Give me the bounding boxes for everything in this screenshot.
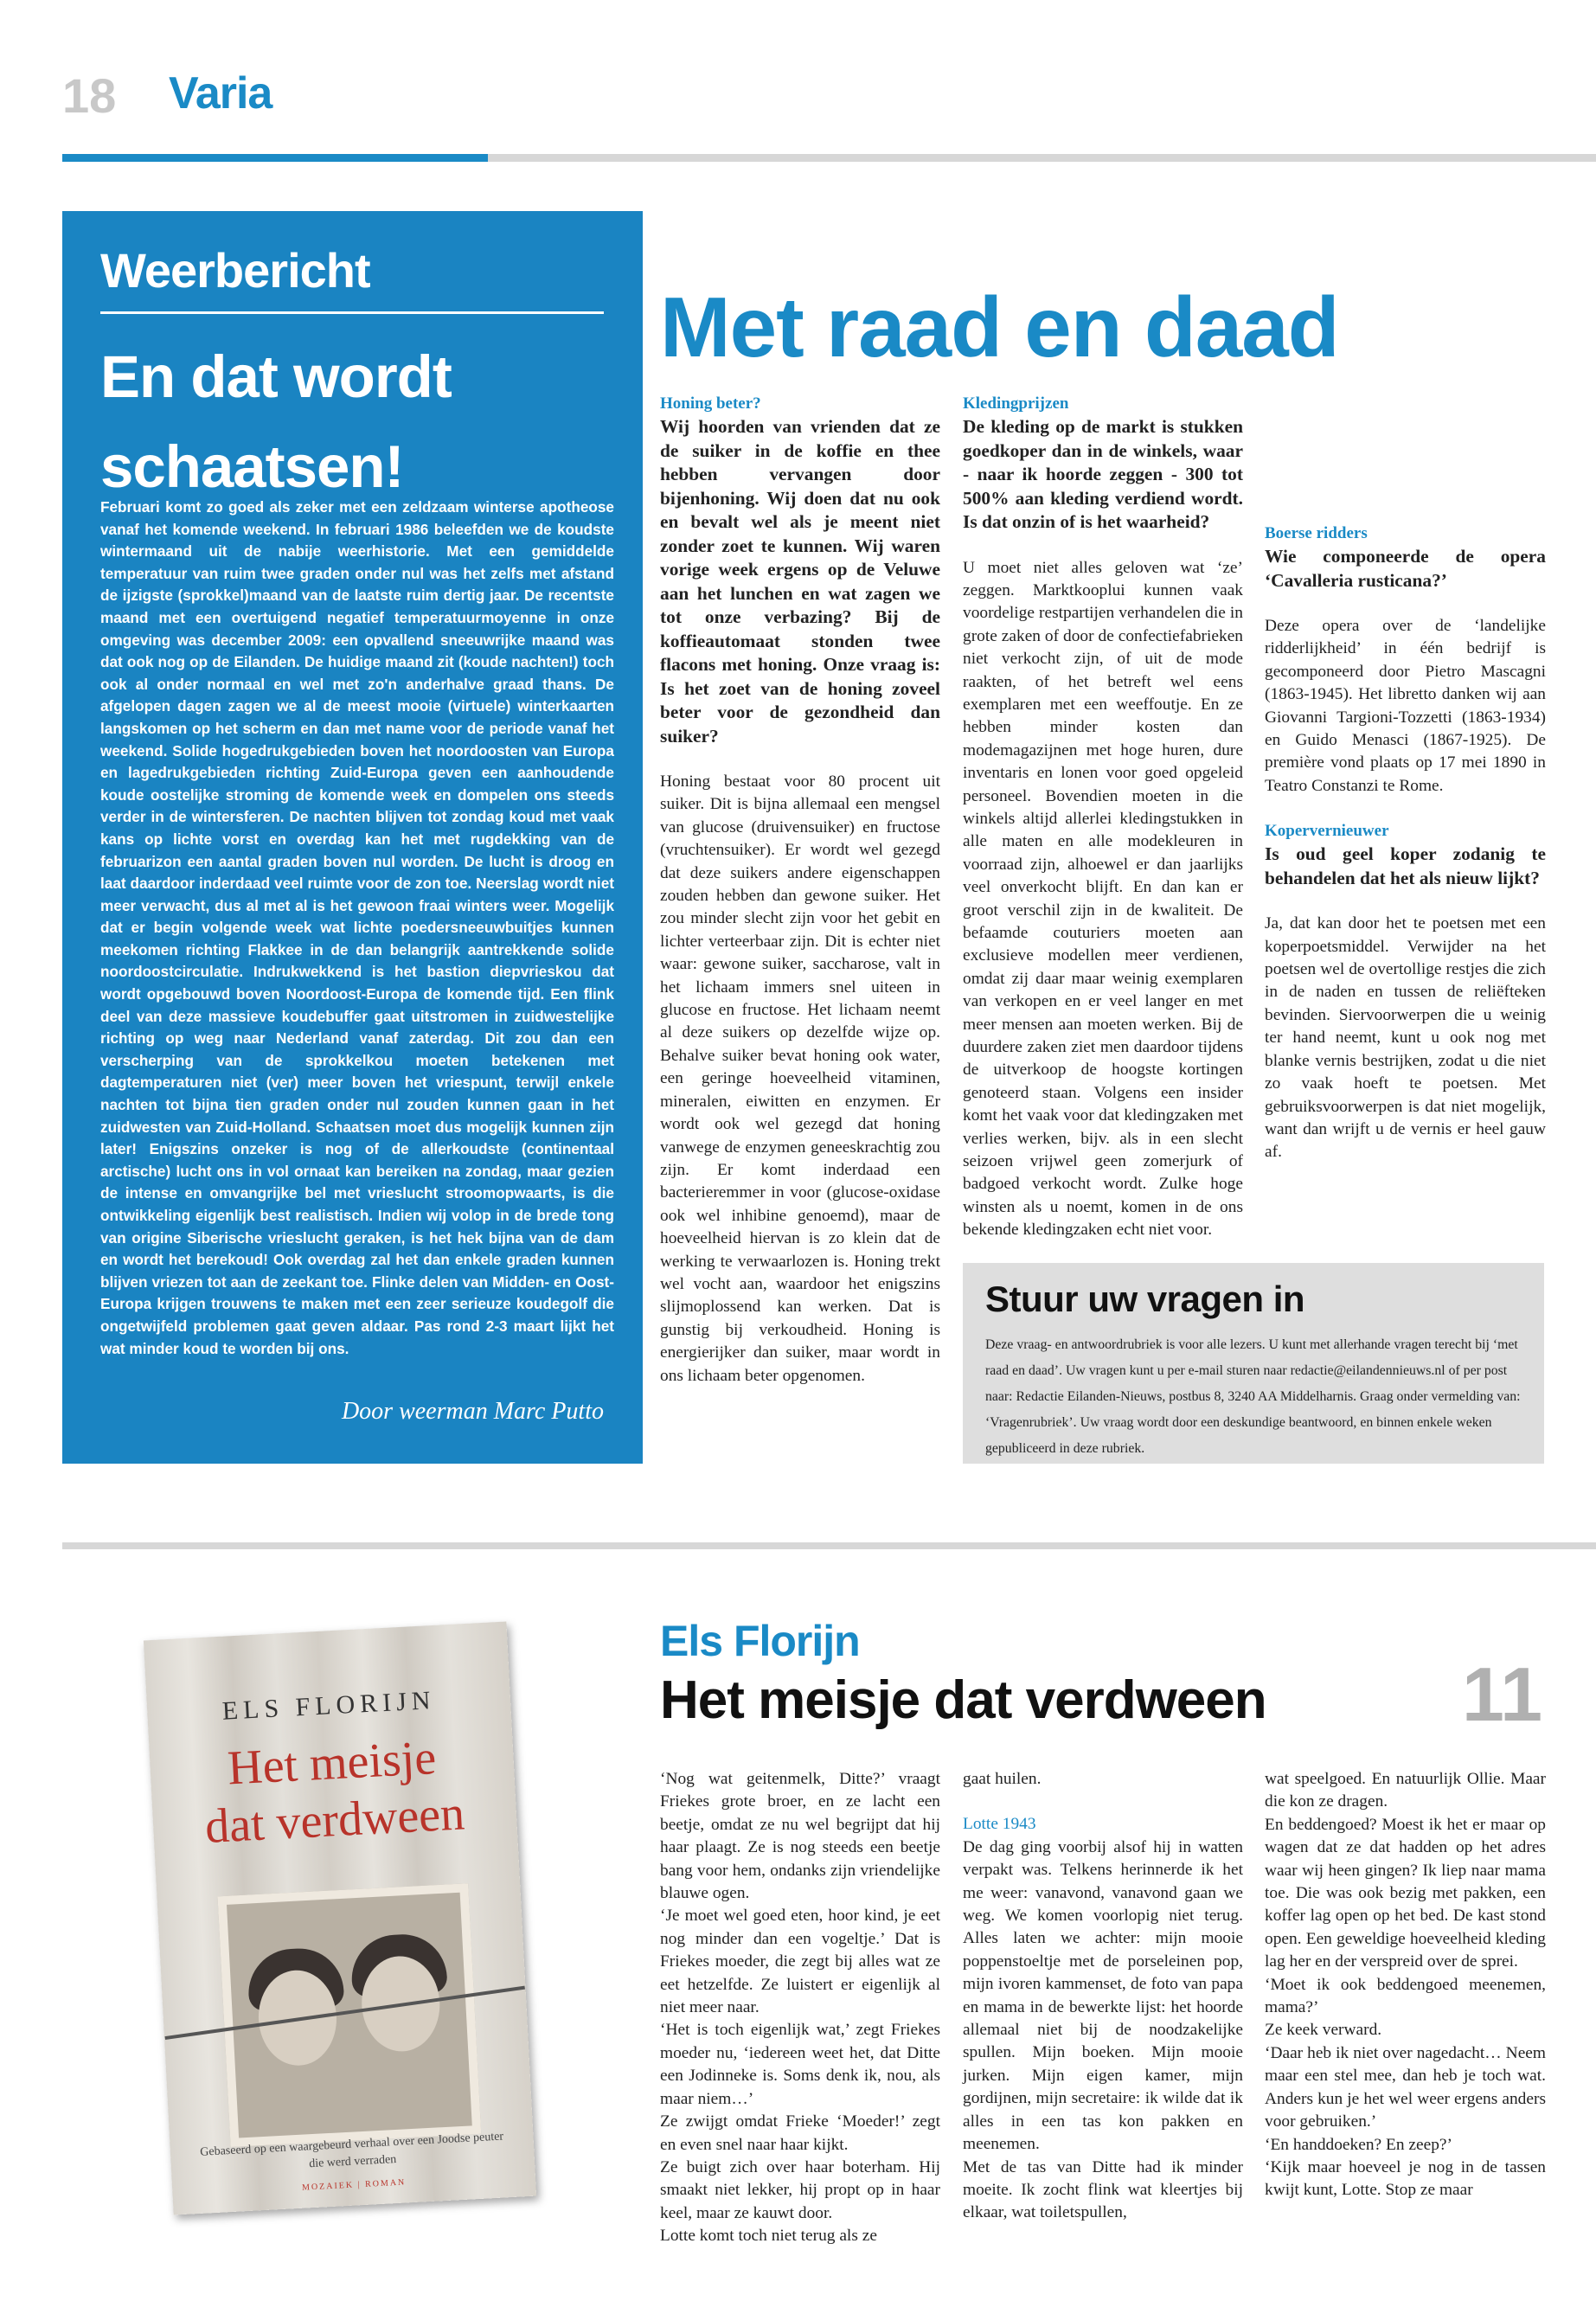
book-cover-title-line1: Het meisje [226, 1730, 438, 1796]
story-column-1 [660, 1768, 940, 2248]
story-paragraph: En beddengoed? Moest ik het er maar op wagen dat ze dat hadden op het adres waar wij heen gingen? Ik liep naar mama toe. Die was ook bezig met pakken, een koffer lag open op het bed. De kast stond open. Een geweldige hoeveelheid kleding lag her en der verspreid over de sprei. [1265, 1815, 1546, 1971]
book-cover-publisher: MOZAIEK | ROMAN [301, 2177, 407, 2193]
book-cover-author: ELS FLORIJN [221, 1685, 437, 1726]
qa-answer: U moet niet alles geloven wat ‘ze’ zeggen. Marktkooplui kunnen vaak voordelige restpartijen verhandelen die in grote zaken of door de confectiefabrieken niet verkocht zijn, of uit de mode raakten, of het betreft wel eens exemplaren met een weeffoutje. En ze hebben minder kosten dan modemagazijnen met hoge huren, dure inventaris en lonen voor goed opgeleid personeel. Bovendien moeten in die winkels altijd allerlei kledingstukken in alle maten en alle modekleuren in voorraad zijn, alhoewel er dan jaarlijks veel onverkocht blijft. En dan kan er groot verschil zijn in de kwaliteit. De befaamde couturiers moeten aan exclusieve modellen meer verdienen, omdat zij daar maar weinig exemplaren van verkopen en er veel langer en met meer mensen aan moeten werken. Bij de duurdere zaken ziet men daardoor tijdens de uitverkoop de hoogste kortingen genoteerd staan. Volgens een insider komt het vaak voor dat kledingzaken met verlies werken, bijv. als in een slecht seizoen vrijwel geen zomerjurk of badgoed verkocht wordt. Zulke hoge winsten als u noemt, komen in de ons bekende kledingzaken echt niet voor. [963, 558, 1243, 1240]
weather-box [62, 211, 643, 1464]
submit-text: Deze vraag- en antwoordrubriek is voor alle lezers. U kunt met allerhande vragen terecht bij ‘met raad en daad’. Uw vragen kunt u per e-mail sturen naar redactie@eilandennieuws.nl of per post naar: Redactie Eilanden-Nieuws, postbus 8, 3240 AA Middelharnis. Graag onder vermelding van: ‘Vragenrubriek’. Uw vraag wordt door een deskundige beantwoord, en binnen enkele weken gepubliceerd in deze rubriek. [985, 1337, 1521, 1456]
serial-episode-number: 11 [1462, 1651, 1543, 1737]
qa-question: Is oud geel koper zodanig te behandelen dat het als nieuw lijkt? [1265, 843, 1546, 888]
section-divider [62, 1542, 1596, 1549]
qa-column-3 [1265, 393, 1546, 1164]
story-paragraph: ‘Moet ik ook beddengoed meenemen, mama?’ [1265, 1975, 1546, 2017]
serial-title: Het meisje dat verdween [660, 1670, 1266, 1730]
book-cover-image [144, 1621, 536, 2214]
story-paragraph: gaat huilen. [963, 1770, 1042, 1788]
book-cover-subtitle: Gebaseerd op een waargebeurd verhaal over een Joodse peuter die werd verraden [199, 2130, 504, 2171]
qa-category: Honing beter? [660, 394, 761, 413]
story-paragraph: ‘Daar heb ik niet over nagedacht… Neem maar een stel mee, dan heb je toch wat. Anders kun je het wel weer ergens anders voor gebruiken.’ [1265, 2043, 1546, 2131]
qa-column-1 [660, 393, 940, 1388]
story-paragraph: Ze buigt zich over haar boterham. Hij smaakt niet lekker, hij propt op in haar keel, maar ze kauwt door. [660, 2157, 940, 2222]
weather-label: Weerbericht [100, 243, 370, 298]
qa-answer: Ja, dat kan door het te poetsen met een koperpoetsmiddel. Verwijder na het poetsen wel de overtollige restjes die zich in de naden en tussen de reliëfteken bevinden. Siervoorwerpen die u weinig ter hand neemt, kunt u ook nog met blanke vernis bestrijken, zodat u die niet zo vaak hoeft te poetsen. Met gebruiksvoorwerpen is dat niet mogelijk, want dan wrijft u de vernis er heel gauw af. [1265, 914, 1546, 1162]
header-rule [488, 154, 1596, 162]
story-paragraph: Ze zwijgt omdat Frieke ‘Moeder!’ zegt en even snel naar haar kijkt. [660, 2112, 940, 2154]
story-paragraph: Met de tas van Ditte had ik minder moeite. Ik zocht flink wat kleertjes bij elkaar, wat toiletspullen, [963, 2157, 1243, 2222]
story-column-2 [963, 1768, 1243, 2225]
page-number: 18 [62, 68, 117, 123]
story-paragraph: ‘Je moet wel goed eten, hoor kind, je eet nog minder dan een vogeltje.’ Dat is Friekes moeder, die zegt bij alles wat ze eet hetzelfde. Ze luistert er eigenlijk al niet meer naar. [660, 1907, 940, 2017]
weather-author: Door weerman Marc Putto [341, 1398, 604, 1425]
qa-question: Wij hoorden van vrienden dat ze de suiker in de koffie en thee hebben vervangen door bijenhoning. Wij doen dat nu ook en bevalt wel als je meent niet zonder zoet te kunnen. Wij waren vorige week ergens op de Veluwe aan het lunchen en wat zagen we tot onze verbazing? Bij de koffieautomaat stonden twee flacons met honing. Onze vraag is: Is het zoet van de honing zoveel beter voor de gezondheid dan suiker? [660, 416, 940, 747]
book-cover-photo [217, 1883, 481, 2147]
story-paragraph: Lotte komt toch niet terug als ze [660, 2227, 877, 2246]
header-rule-accent [62, 154, 488, 162]
story-paragraph: wat speelgoed. En natuurlijk Ollie. Maar die kon ze dragen. [1265, 1770, 1546, 1811]
story-paragraph: De dag ging voorbij alsof hij in watten verpakt was. Telkens herinnerde ik het me weer: vanavond, vanavond gaan we weg. We komen voorlopig niet terug. Alles laten we achter: mijn mooie poppenstoeltje met de porseleinen pop, mijn ivoren kammenset, de foto van papa en mama in de bewerkte lijst: het hoorde allemaal niet bij de noodzakelijke spullen. Mijn boeken. Mijn mooie jurken. Mijn eigen kamer, mijn gordijnen, mijn secretaire: ik wilde dat ik alles in een tas kon pakken en meenemen. [963, 1837, 1243, 2154]
section-title: Varia [169, 68, 272, 119]
qa-category: Boerse ridders [1265, 524, 1368, 542]
qa-question: Wie componeerde de opera ‘Cavalleria rusticana?’ [1265, 546, 1546, 591]
story-paragraph: ‘En handdoeken? En zeep?’ [1265, 2135, 1452, 2154]
qa-category: Kopervernieuwer [1265, 822, 1389, 841]
story-paragraph: Ze keek verward. [1265, 2021, 1382, 2040]
book-cover-title-line2: dat verdween [203, 1786, 466, 1854]
story-subheading: Lotte 1943 [963, 1815, 1036, 1834]
qa-answer: Deze opera over de ‘landelijke ridderlijkheid’ in één bedrijf is gecomponeerd door Pietro Mascagni (1863-1945). Het libretto danken wij aan Giovanni Targioni-Tozzetti (1863-1934) en Guido Menasci (1867-1925). De première vond plaats op 17 mei 1890 in Teatro Constanzi te Rome. [1265, 617, 1546, 795]
weather-divider [100, 311, 604, 314]
qa-category: Kledingprijzen [963, 394, 1069, 413]
story-column-3 [1265, 1768, 1546, 2202]
weather-headline: En dat wordt schaatsen! [100, 343, 452, 500]
story-paragraph: ‘Het is toch eigenlijk wat,’ zegt Friekes moeder nu, ‘iedereen weet het, dat Ditte een Jodinneke is. Soms denk ik, nou, als maar niem…’ [660, 2021, 940, 2108]
weather-body: Februari komt zo goed als zeker met een zeldzaam winterse apotheose vanaf het komende weekend. In februari 1986 beleefden we de koudste wintermaand uit de nabije weerhistorie. Met een gemiddelde temperatuur van ruim twee graden onder nul was het zelfs met afstand de ijzigste (sprokkel)maand van de laatste ruim dertig jaar. De recentste maand met een overtuigend negatief temperatuurmoyenne in onze omgeving was december 2009: een opvallend sneeuwrijke maand was dat ook nog op de Eilanden. De huidige maand zit (koude nachten!) toch ook al onder normaal en wel met zo'n anderhalve graad thans. De afgelopen dagen zagen we al de meest mooie (virtuele) winterkaarten langskomen op het scherm en dan met name voor de periode vanaf het weekend. Solide hogedrukgebieden boven het noordoosten van Europa en lagedrukgebieden richting Zuid-Europa geven een aanhoudende koude oostelijke stroming de komende week en dompelen ons steeds verder in de wintersferen. De nachten blijven tot zondag koud met vaak kans op lichte vorst en overdag kan het met rugdekking van de februarizon een aantal graden boven nul worden. De lucht is droog en laat daardoor inderdaad veel ruimte voor de zon toe. Neerslag wordt niet meer verwacht, dus al met al is het gewoon fraai winters weer. Mogelijk dat er begin volgende week wat lichte poedersneeuwbuitjes kunnen meekomen richting Flakkee in de dan belangrijk aantrekkende solide noordoostcirculatie. Indrukwekkend is het bastion diepvrieskou dat wordt opgebouwd boven Noordoost-Europa de komende tijd. Een flink deel van deze massieve koudebuffer gaat uitstromen in zuidwestelijke richting op weg naar Nederland vanaf zaterdag. Dit zou dan een verscherping van de sprokkelkou moeten betekenen met dagtemperaturen niet (ver) meer boven het vriespunt, terwijl enkele nachten tot bijna tien graden onder nul zouden kunnen gaan in het zuidwesten van Zuid-Holland. Schaatsen moet dus mogelijk kunnen zijn later! Enigszins onzeker is nog of de allerkoudste (continentaal arctische) lucht ons in vol ornaat kan bereiken na zondag, maar gezien de intense en omvangrijke bel met vrieslucht stroomopwaarts, is die ontwikkeling eigenlijk best realistisch. Indien wij volop in de brede tong van origine Siberische vrieslucht geraken, is het hek bijna van de dam en wordt het berekoud! Ook overdag zal het dan enkele graden kunnen blijven vriezen tot aan de zeekant toe. Flinke delen van Midden- en Oost-Europa krijgen trouwens te maken met een zeer serieuze koudegolf die ongetwijfeld problemen gaat geven aldaar. Pas rond 2-3 maart lijkt het wat minder koud te worden bij ons. [100, 498, 614, 1357]
book-cover-title [149, 1725, 517, 1858]
serial-author: Els Florijn [660, 1617, 860, 1665]
submit-questions-box [963, 1263, 1544, 1464]
qa-question: De kleding op de markt is stukken goedkoper dan in de winkels, waar - naar ik hoorde zeggen - 300 tot 500% aan kleding verdiend wordt. Is dat onzin of is het waarheid? [963, 416, 1243, 532]
story-paragraph: ‘Nog wat geitenmelk, Ditte?’ vraagt Friekes grote broer, en ze lacht een beetje, omdat ze nu wel begrijpt dat hij haar plaagt. Ze is nog steeds een beetje bang voor hem, ondanks zijn vriendelijke blauwe ogen. [660, 1770, 940, 1903]
qa-column-2 [963, 393, 1243, 1240]
qa-answer: Honing bestaat voor 80 procent uit suiker. Dit is bijna allemaal een mengsel van glucose (druivensuiker) en fructose (vruchtensuiker). Er wordt wel gezegd dat deze suikers andere eigenschappen zouden hebben dan gewone suiker. Het zou minder slecht zijn voor het gebit en lichter verteerbaar zijn. Dit is echter niet waar: gewone suiker, saccharose, valt in het lichaam immers snel uiteen in glucose en fructose. Het lichaam neemt al deze suikers op dezelfde wijze op. Behalve suiker bevat honing ook water, een geringe hoeveelheid vitaminen, mineralen, eiwitten en enzymen. Er wordt ook wel gezegd dat honing vanwege de enzymen geneeskrachtig zou zijn. Er komt inderdaad een bacterieremmer in voor (glucose-oxidase ook wel inhibine genoemd), maar de hoeveelheid hiervan is zo klein dat de werking te verwaarlozen is. Honing trekt wel vocht aan, waardoor het enigszins slijmoplossend kan werken. Dat is gunstig bij verkoudheid. Honing is energierijker dan suiker, maar wordt in ons lichaam beter opgenomen. [660, 772, 940, 1385]
qa-title: Met raad en daad [660, 279, 1339, 375]
submit-title: Stuur uw vragen in [985, 1279, 1305, 1319]
story-paragraph: ‘Kijk maar hoeveel je nog in de tassen kwijt kunt, Lotte. Stop ze maar [1265, 2157, 1546, 2200]
